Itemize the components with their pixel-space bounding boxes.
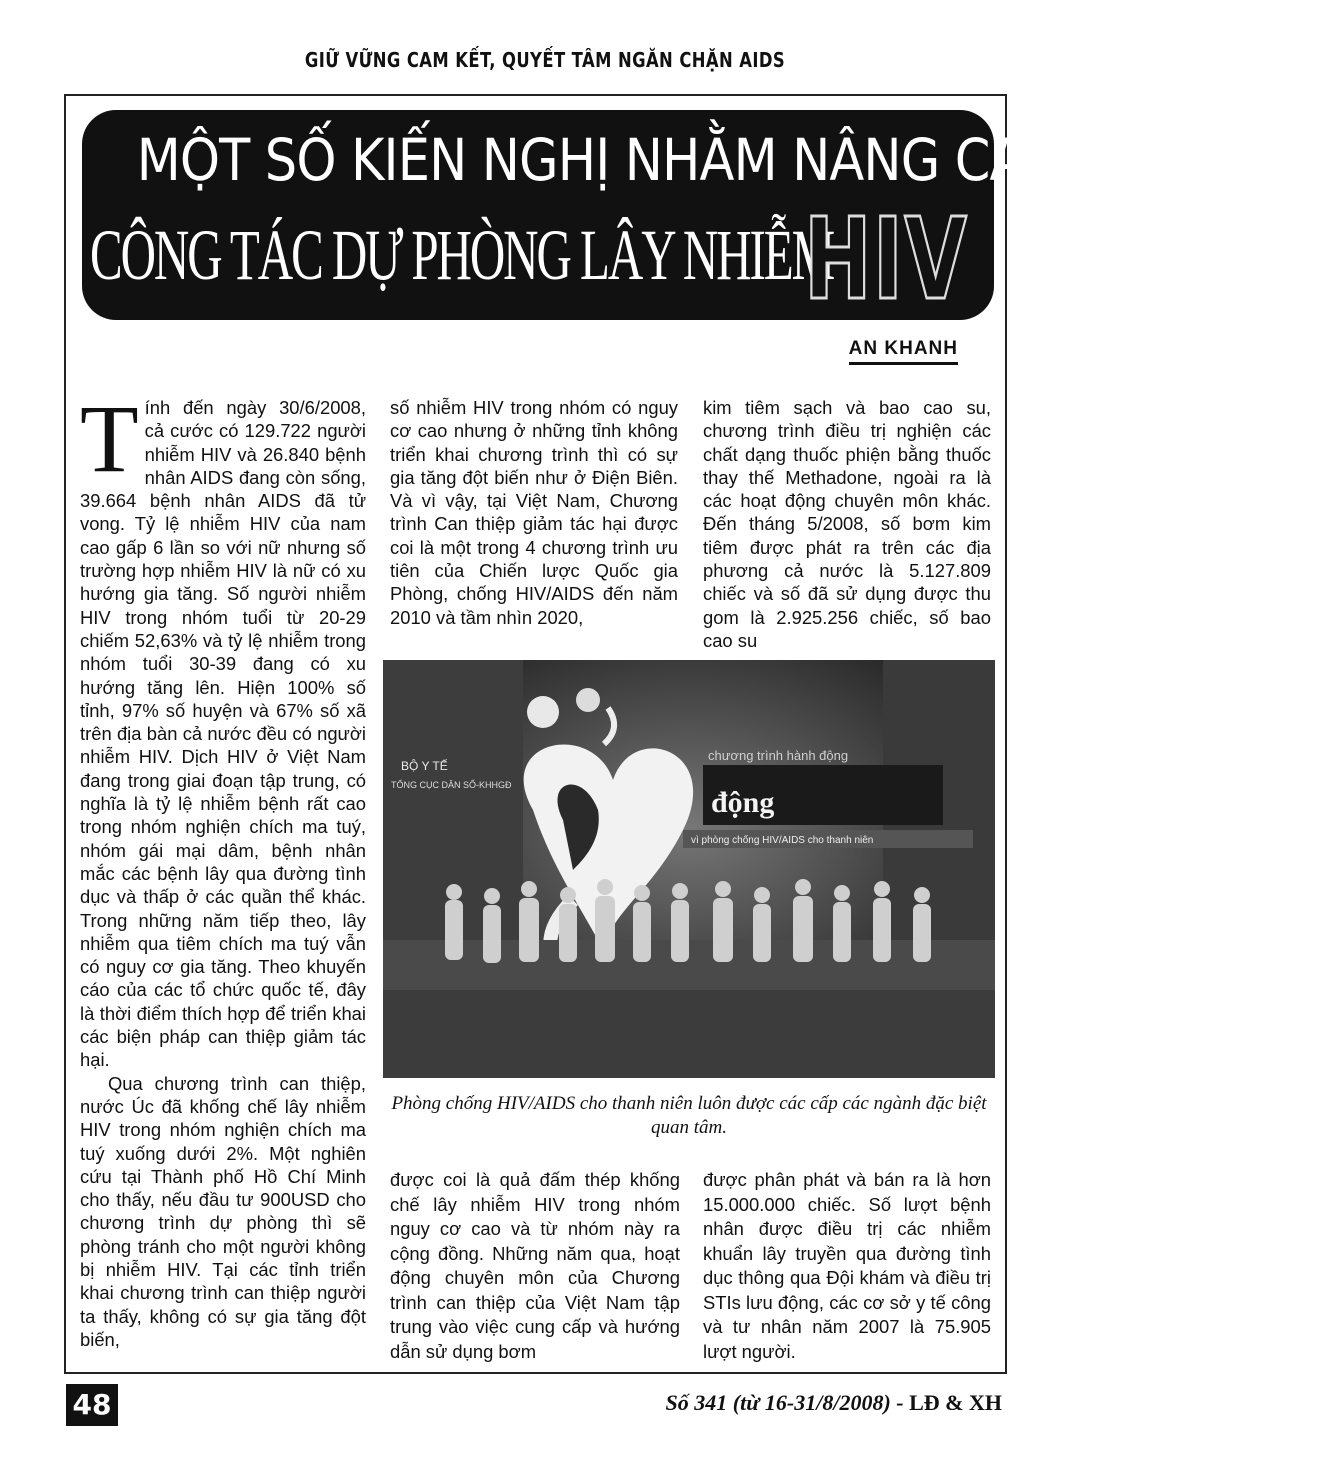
title-banner [82,110,1322,325]
paragraph-1 [80,385,366,1072]
article-title-hiv: HIV [804,195,969,325]
photo-banner-top: chương trình hành động [708,748,849,763]
section-kicker: GIỮ VỮNG CAM KẾT, QUYẾT TÂM NGĂN CHẶN AIDS [304,48,786,72]
photo-caption: Phòng chống HIV/AIDS cho thanh niên luôn được các cấp các ngành đặc biệt quan tâm. [391,1093,987,1138]
photo-sign-left-2: TỔNG CỤC DÂN SỐ-KHHGĐ [391,780,512,790]
photo-banner-word: động [711,786,775,819]
article-title-line-1: MỘT SỐ KIẾN NGHỊ NHẰM NÂNG CAO HIỆU QUẢ [136,126,1322,194]
issue-info [666,1390,1002,1416]
column-2-top [390,396,678,629]
photo-banner-sub: vì phòng chống HIV/AIDS cho thanh niên [691,835,874,846]
event-photo [383,660,995,1078]
publication-brand: LĐ & XH [909,1390,1002,1415]
issue-text: Số 341 (từ 16-31/8/2008) - [665,1390,910,1415]
page-number: 48 [66,1384,118,1426]
paragraph-1-text: ính đến ngày 30/6/2008, cả cước có 129.722 người nhiễm HIV và 26.840 bệnh nhân AIDS đang còn sống, 39.664 bệnh nhân AIDS đã tử vong. Tỷ lệ nhiễm HIV của nam cao gấp 6 lần so với nữ nhưng số trường hợp nhiễm HIV là nữ có xu hướng gia tăng. Số người nhiễm HIV trong nhóm tuổi từ 20-29 chiếm 52,63% và tỷ lệ nhiễm trong nhóm tuổi 30-39 đang có xu hướng tăng lên. Hiện 100% số tỉnh, 97% số huyện và 67% số xã trên địa bàn cả nước đều có người nhiễm HIV. Dịch HIV ở Việt Nam đang trong giai đoạn tập trung, có nghĩa là tỷ lệ nhiễm bệnh rất cao trong nhóm nghiện chích ma tuý, nhóm gái mại dâm, bệnh nhân mắc các bệnh lây qua đường tình dục và thấp ở các quần thể khác. Trong những năm tiếp theo, lây nhiễm qua tiêm chích ma tuý vẫn có nguy cơ gia tăng. Theo khuyến cáo của các tổ chức quốc tế, đây là thời điểm thích hợp để triển khai các biện pháp can thiệp giảm tác hại. [80,397,366,1071]
column-3-bottom [703,1168,991,1364]
column-3-top [703,396,991,652]
article-title-line-2: CÔNG TÁC DỰ PHÒNG LÂY NHIỄM [90,215,834,295]
column-2-bottom-text: được coi là quả đấm thép khống chế lây nhiễm HIV trong nhóm nguy cơ cao và từ nhóm này ra cộng đồng. Những năm qua, hoạt động chuyên môn của Chương trình can thiệp của Việt Nam tập trung vào việc cung cấp và hướng dẫn sử dụng bơm [390,1169,680,1362]
column-2-top-text: số nhiễm HIV trong nhóm có nguy cơ cao nhưng ở những tỉnh không triển khai chương trình thì có sự gia tăng đột biến như ở Điện Biên. Và vì vậy, tại Việt Nam, Chương trình Can thiệp giảm tác hại được coi là một trong 4 chương trình ưu tiên của Chiến lược Quốc gia Phòng, chống HIV/AIDS đến năm 2010 và tầm nhìn 2020, [390,397,678,628]
dropcap: T [80,385,139,492]
photo-sign-left: BỘ Y TẾ [401,759,448,773]
paragraph-2: Qua chương trình can thiệp, nước Úc đã khống chế lây nhiễm HIV trong nhóm nghiện chích ma tuý xuống dưới 2%. Một nghiên cứu tại Thành phố Hồ Chí Minh cho thấy, nếu đầu tư 900USD cho chương trình dự phòng thì sẽ phòng tránh cho một người không bị nhiễm HIV. Tại các tỉnh triển khai chương trình can thiệp người ta thấy, không có sự gia tăng đột biến, [80,1072,366,1350]
column-1 [80,385,366,1351]
byline: AN KHANH [849,338,958,365]
column-3-bottom-text: được phân phát và bán ra là hơn 15.000.000 chiếc. Số lượt bệnh nhân được điều trị các nhiễm khuẩn lây truyền qua đường tình dục thông qua Đội khám và điều trị STIs lưu động, các cơ sở y tế công và tư nhân năm 2007 là 75.905 lượt người. [703,1169,991,1362]
column-3-top-text: kim tiêm sạch và bao cao su, chương trình điều trị nghiện các chất dạng thuốc phiện bằng thuốc thay thế Methadone, ngoài ra là các hoạt động chuyên môn khác. Đến tháng 5/2008, số bơm kim tiêm được phát ra trên các địa phương cả nước là 5.127.809 chiếc và số đã sử dụng được thu gom là 2.925.256 chiếc, số bao cao su [703,397,991,651]
column-2-bottom [390,1168,680,1364]
